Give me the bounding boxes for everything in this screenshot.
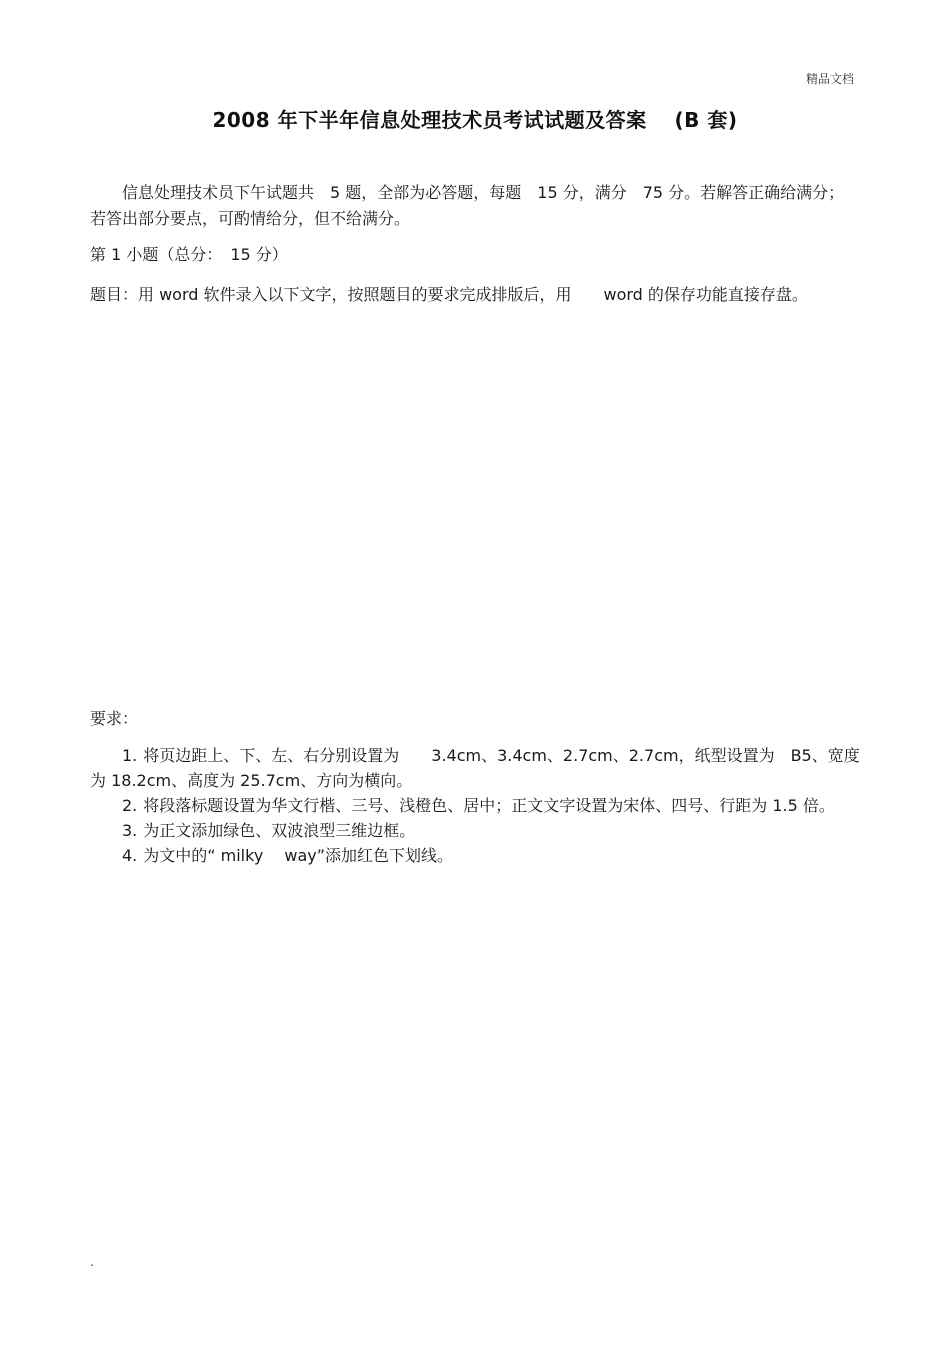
document-title: 2008 年下半年信息处理技术员考试试题及答案 (B 套) <box>212 108 738 132</box>
requirement-number: 1. <box>122 746 138 765</box>
requirement-text: 为正文添加绿色、双波浪型三维边框。 <box>143 821 416 840</box>
question-heading: 第 1 小题（总分： 15 分） <box>90 245 288 264</box>
requirement-number: 4. <box>122 846 138 865</box>
question-prompt: 题目：用 word 软件录入以下文字，按照题目的要求完成排版后，用 word 的保存功能直接存盘。 <box>90 285 808 304</box>
requirement-number: 3. <box>122 821 138 840</box>
requirement-text: 为文中的“ milky way”添加红色下划线。 <box>143 846 454 865</box>
requirement-text: 将页边距上、下、左、右分别设置为 3.4cm、3.4cm、2.7cm、2.7cm，纸型设置为 B5、宽度为 18.2cm、高度为 25.7cm、方向为横向。 <box>90 746 860 790</box>
footer-mark: . <box>90 1255 94 1269</box>
requirement-item <box>90 843 862 868</box>
requirement-item <box>90 743 862 793</box>
requirement-item <box>90 793 862 818</box>
requirements-label: 要求： <box>90 709 139 728</box>
requirement-item <box>90 818 862 843</box>
requirements-list <box>90 743 862 868</box>
intro-paragraph: 信息处理技术员下午试题共 5 题，全部为必答题，每题 15 分，满分 75 分。若解答正确给满分；若答出部分要点，可酌情给分，但不给满分。 <box>90 183 845 228</box>
requirement-text: 将段落标题设置为华文行楷、三号、浅橙色、居中；正文文字设置为宋体、四号、行距为 1.5 倍。 <box>143 796 835 815</box>
requirement-number: 2. <box>122 796 138 815</box>
header-watermark: 精品文档 <box>805 72 854 86</box>
